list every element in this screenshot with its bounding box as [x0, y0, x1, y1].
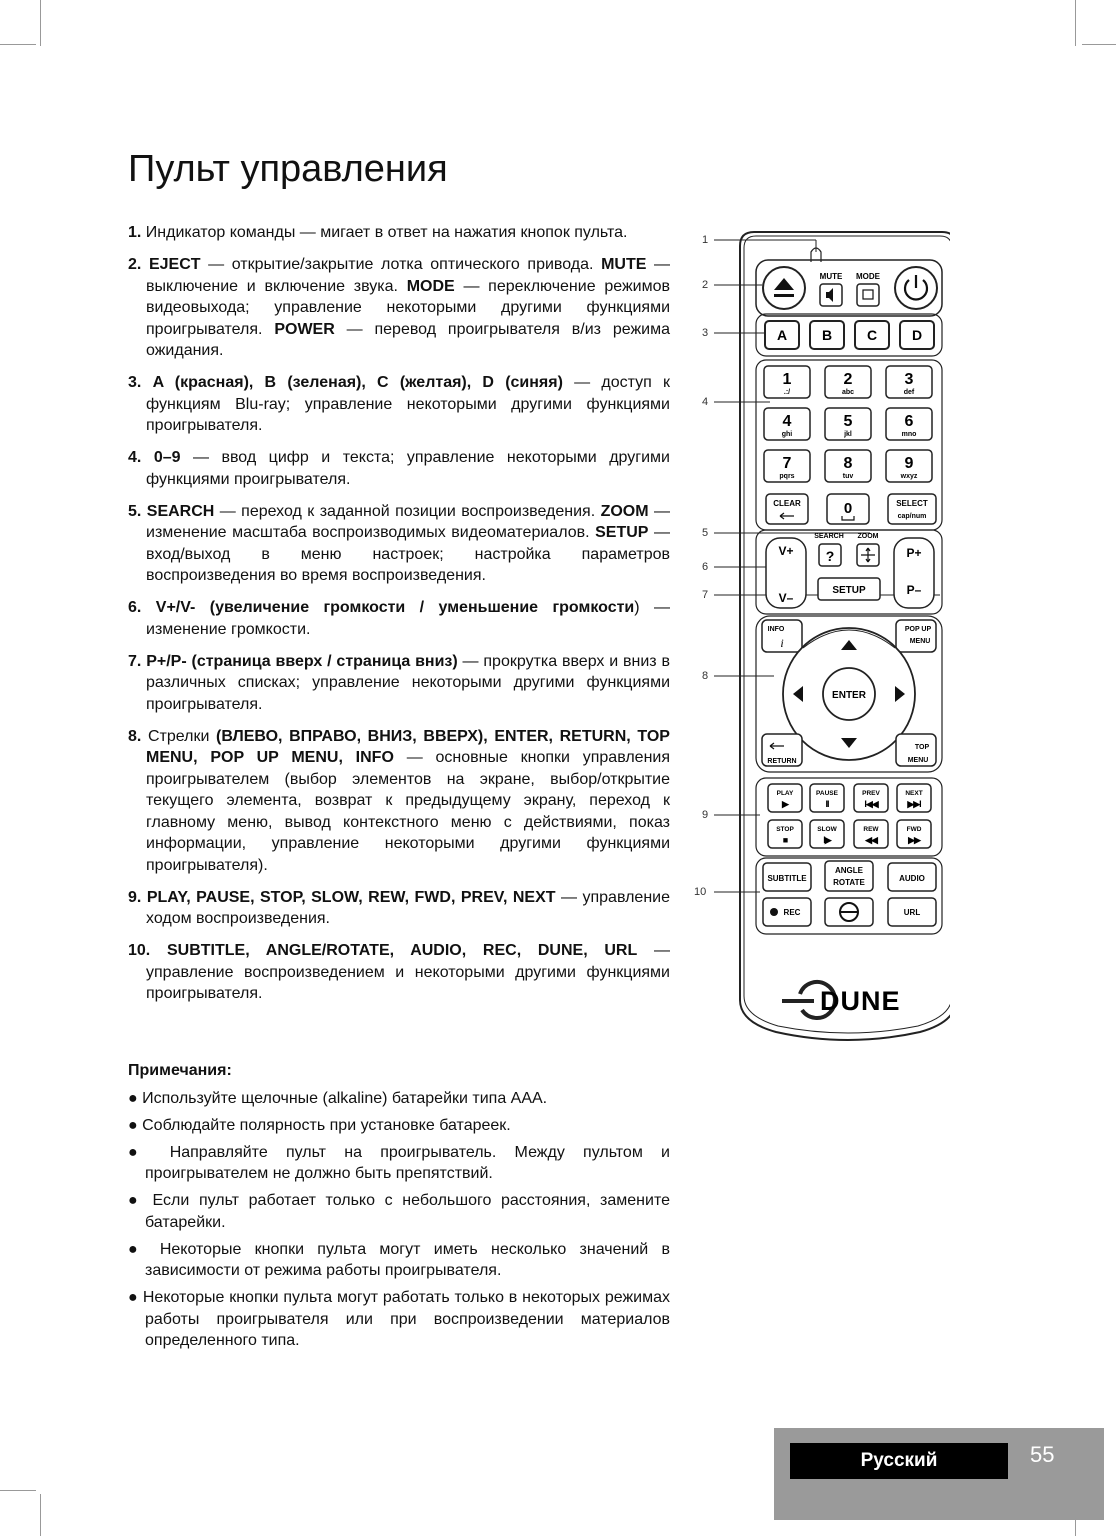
crop-mark [40, 1494, 41, 1536]
item-keyword: EJECT [148, 256, 201, 273]
callout-7: 7 [702, 589, 709, 601]
bullet-icon: ● [128, 1116, 138, 1134]
angle-label: ANGLE [835, 866, 863, 875]
page-up-label: P+ [906, 546, 922, 560]
item-text: — вход/выход в меню настроек; настройка параметров воспроизведения во время воспроизведения. [146, 524, 671, 584]
item-text: — управление воспроизведением и некоторыми другими функциями проигрывателя. [146, 942, 670, 1002]
stop-icon: ■ [782, 835, 788, 845]
zoom-button[interactable] [857, 544, 879, 566]
item-keyword: 0–9 [153, 449, 181, 466]
item-text: — перевод проигрывателя в/из режима ожидания. [146, 320, 671, 359]
zoom-label: ZOOM [857, 533, 879, 540]
item-number: 2. [128, 256, 142, 273]
digit-letters: wxyz [900, 473, 918, 480]
search-glyph: ? [825, 548, 835, 564]
top-label-1: TOP [914, 744, 930, 751]
subtitle-button[interactable] [763, 863, 811, 891]
note-text: Если пульт работает только с небольшого расстояния, замените батарейки. [145, 1192, 670, 1231]
feature-list [128, 222, 670, 1015]
transport-label: SLOW [817, 826, 837, 833]
digit-label: 2 [843, 371, 853, 388]
item-text: — управление ходом воспроизведения. [146, 888, 670, 927]
item-keyword: SUBTITLE, ANGLE/ROTATE, AUDIO, REC, DUNE, URL [166, 942, 638, 959]
digit-label: 3 [904, 371, 914, 388]
callout-8: 8 [702, 670, 709, 682]
crop-mark [40, 0, 41, 46]
note-text: Используйте щелочные (alkaline) батарейки типа AAA. [142, 1089, 548, 1107]
popup-label-1: POP UP [904, 626, 932, 633]
top-label-2: MENU [907, 757, 929, 764]
return-button[interactable] [762, 734, 802, 766]
callout-1: 1 [702, 234, 709, 246]
note-text: Некоторые кнопки пульта могут иметь несколько значений в зависимости от режима работы проигрывателя. [145, 1240, 670, 1279]
digit-label: 9 [904, 455, 914, 472]
digit-0-label: 0 [843, 500, 853, 517]
digit-0-button[interactable] [827, 494, 869, 524]
list-item [128, 597, 670, 640]
item-keyword: V+/V- (увеличение громкости / уменьшение громкости [155, 599, 635, 616]
note-item [128, 1190, 670, 1233]
item-number: 6. [128, 599, 142, 616]
digit-6-button[interactable] [886, 408, 932, 440]
language-label: Русский [790, 1443, 1008, 1479]
item-text: — переключение режимов видеовыхода; управление некоторыми другими функциями проигрывателя. [146, 277, 670, 338]
fwd-button[interactable] [897, 820, 931, 848]
digit-label: 8 [843, 455, 853, 472]
rotate-label: ROTATE [833, 878, 865, 887]
mute-button[interactable] [820, 284, 842, 306]
setup-button[interactable] [818, 578, 880, 600]
item-text: — доступ к функциям Blu-ray; управление некоторыми другими функциями проигрывателя. [146, 374, 671, 434]
volume-rocker[interactable] [766, 538, 806, 608]
dune-button[interactable] [825, 898, 873, 926]
page-down-label: P– [906, 583, 922, 597]
item-keyword: SETUP [595, 524, 649, 541]
fwd-icon: ▶▶ [908, 835, 920, 845]
bullet-icon: ● [128, 1192, 143, 1209]
bullet-icon: ● [128, 1143, 152, 1161]
notes-section [128, 1060, 670, 1357]
clear-button[interactable] [766, 494, 808, 524]
digit-9-button[interactable] [886, 450, 932, 482]
button-c-label: C [866, 327, 878, 343]
digit-letters: .:/ [783, 389, 791, 396]
mode-label: MODE [856, 272, 880, 281]
dune-brand-text: DUNE [820, 986, 901, 1016]
list-item [128, 222, 670, 244]
popup-label-2: MENU [909, 638, 931, 645]
enter-label: ENTER [832, 690, 866, 701]
color-buttons [765, 321, 934, 349]
item-number: 9. [128, 888, 142, 906]
notes-title: Примечания: [128, 1062, 232, 1079]
list-item [128, 940, 670, 1005]
callout-2: 2 [702, 279, 709, 291]
item-text: Стрелки [147, 727, 217, 745]
item-text: — открытие/закрытие лотка оптического привода. [200, 256, 602, 273]
digit-letters: tuv [842, 473, 854, 480]
item-number: 7. [128, 652, 142, 670]
button-b-label: B [821, 327, 833, 343]
item-keyword: A (красная), B (зеленая), C (желтая), D (синяя) [152, 374, 563, 391]
clear-label: CLEAR [773, 499, 801, 508]
digit-letters: mno [901, 431, 917, 438]
play-button[interactable] [768, 784, 802, 812]
digit-7-button[interactable] [764, 450, 810, 482]
search-button[interactable] [819, 544, 841, 566]
volume-down-label: V– [778, 591, 794, 605]
page-rocker[interactable] [894, 538, 934, 608]
item-text: — прокрутка вверх и вниз в различных списках; управление некоторыми другими функциями проигрывателя. [146, 652, 670, 713]
pause-icon: II [825, 799, 829, 809]
subtitle-label: SUBTITLE [767, 874, 807, 883]
crop-mark [0, 44, 36, 45]
popup-menu-button[interactable] [896, 620, 936, 652]
next-button[interactable] [897, 784, 931, 812]
info-label: INFO [767, 626, 785, 633]
play-icon: ▶ [782, 799, 788, 809]
digit-letters: jkl [844, 431, 852, 438]
crop-mark [1075, 0, 1076, 46]
top-menu-button[interactable] [896, 734, 936, 766]
bullet-icon: ● [128, 1289, 139, 1306]
callout-4: 4 [702, 396, 709, 408]
rew-icon: ◀◀ [865, 835, 877, 845]
list-item [128, 651, 670, 716]
transport-label: STOP [776, 826, 794, 833]
url-button[interactable] [888, 898, 936, 926]
item-number: 8. [128, 727, 142, 745]
item-number: 5. [128, 502, 142, 520]
item-text: — выключение и включение звука. [146, 256, 670, 295]
stop-button[interactable] [768, 820, 802, 848]
slow-button[interactable] [810, 820, 844, 848]
item-text: ) — изменение громкости. [146, 599, 671, 638]
note-text: Некоторые кнопки пульта могут работать только в некоторых режимах работы проигрывателя или при воспроизведении материалов определенного типа. [142, 1289, 671, 1349]
item-text: — изменение масштаба воспроизводимых видеоматериалов. [146, 502, 670, 541]
digit-label: 7 [782, 455, 792, 472]
dpad [783, 628, 915, 760]
transport-label: FWD [906, 826, 922, 833]
note-item [128, 1115, 670, 1137]
list-item [128, 887, 670, 930]
item-text: — ввод цифр и текста; управление некоторыми другими функциями проигрывателя. [146, 449, 670, 488]
callout-10: 10 [694, 886, 707, 898]
item-keyword: ZOOM [600, 502, 649, 520]
digit-4-button[interactable] [764, 408, 810, 440]
digit-letters: def [903, 389, 915, 396]
button-a-label: A [776, 327, 788, 343]
page-number: 55 [1030, 1442, 1055, 1467]
transport-label: PLAY [776, 790, 794, 797]
crop-mark [0, 1490, 36, 1491]
slow-icon: I▶ [823, 835, 831, 845]
item-number: 4. [128, 449, 142, 466]
note-item [128, 1088, 670, 1110]
info-icon: i [780, 636, 784, 650]
power-button[interactable] [895, 267, 937, 309]
note-item [128, 1287, 670, 1352]
url-label: URL [903, 908, 921, 917]
next-icon: ▶▶I [907, 799, 921, 809]
audio-button[interactable] [888, 863, 936, 891]
digit-label: 6 [904, 413, 914, 430]
pause-button[interactable] [810, 784, 844, 812]
item-keyword: POWER [274, 320, 335, 338]
callout-6: 6 [702, 561, 709, 573]
item-keyword: MUTE [601, 256, 647, 273]
digit-3-button[interactable] [886, 366, 932, 398]
rec-label: REC [783, 908, 801, 917]
prev-icon: I◀◀ [864, 799, 878, 809]
page-title: Пульт управления [128, 148, 448, 190]
digit-pad [764, 366, 932, 482]
digit-2-button[interactable] [825, 366, 871, 398]
list-item [128, 501, 670, 587]
prev-button[interactable] [854, 784, 888, 812]
return-label: RETURN [767, 758, 797, 765]
callout-5: 5 [702, 527, 709, 539]
digit-letters: ghi [781, 431, 793, 438]
eject-button[interactable] [763, 267, 805, 309]
item-text: — основные кнопки управления проигрывателем (выбор элементов на экране, выбор/открытие текущего элемента, возврат к предыдущему экрану, переход к главному меню, вывод контекстного меню с действиями, показ информации, управление некоторыми другими функциями проигрывателя). [146, 749, 671, 874]
item-number: 3. [128, 374, 142, 391]
digit-8-button[interactable] [825, 450, 871, 482]
audio-label: AUDIO [899, 874, 925, 883]
angle-rotate-button[interactable] [825, 861, 873, 891]
mode-button[interactable] [857, 284, 879, 306]
transport-label: PREV [862, 790, 880, 797]
digit-label: 4 [782, 413, 792, 430]
bullet-icon: ● [128, 1089, 138, 1107]
note-text: Соблюдайте полярность при установке батареек. [142, 1116, 511, 1134]
rec-button[interactable] [763, 898, 811, 926]
digit-letters: pqrs [779, 473, 795, 480]
item-number: 10. [128, 942, 151, 959]
digit-label: 5 [843, 413, 853, 430]
list-item [128, 447, 670, 490]
digit-letters: abc [841, 389, 855, 396]
digit-1-button[interactable] [764, 366, 810, 398]
transport-label: NEXT [905, 790, 923, 797]
transport-buttons [768, 784, 931, 848]
transport-label: REW [863, 826, 879, 833]
item-keyword: P+/P- (страница вверх / страница вниз) [146, 652, 458, 670]
info-button[interactable] [762, 620, 802, 652]
bullet-icon: ● [128, 1240, 147, 1258]
item-text: — переход к заданной позиции воспроизведения. [214, 502, 601, 520]
select-label: SELECT [896, 499, 928, 508]
notes-list [128, 1088, 670, 1352]
list-item [128, 254, 670, 362]
record-icon [770, 908, 778, 916]
item-keyword: PLAY, PAUSE, STOP, SLOW, REW, FWD, PREV, NEXT [146, 888, 556, 906]
remote-control-illustration [690, 222, 950, 1052]
mute-label: MUTE [819, 272, 843, 281]
transport-label: PAUSE [816, 790, 838, 797]
callout-numbers [694, 234, 708, 898]
item-text: Индикатор команды — мигает в ответ на нажатия кнопок пульта. [145, 224, 628, 241]
item-keyword: MODE [406, 277, 455, 295]
rew-button[interactable] [854, 820, 888, 848]
list-item [128, 726, 670, 877]
setup-label: SETUP [832, 585, 866, 596]
callout-9: 9 [702, 809, 709, 821]
digit-label: 1 [782, 371, 792, 388]
list-item [128, 372, 670, 437]
callout-3: 3 [702, 327, 709, 339]
dune-brand-logo [782, 982, 901, 1018]
select-button[interactable] [888, 494, 936, 524]
note-item [128, 1142, 670, 1185]
digit-5-button[interactable] [825, 408, 871, 440]
crop-mark [1082, 44, 1116, 45]
button-d-label: D [911, 327, 923, 343]
volume-up-label: V+ [778, 544, 794, 558]
note-item [128, 1239, 670, 1282]
search-label: SEARCH [814, 533, 844, 540]
note-text: Направляйте пульт на проигрыватель. Между пультом и проигрывателем не должно быть препятствий. [145, 1143, 670, 1182]
item-keyword: (ВЛЕВО, ВПРАВО, ВНИЗ, ВВЕРХ), ENTER, RETURN, TOP MENU, POP UP MENU, INFO [146, 727, 670, 766]
item-keyword: SEARCH [146, 502, 215, 520]
item-number: 1. [128, 224, 142, 241]
select-sub-label: cap/num [897, 513, 927, 520]
